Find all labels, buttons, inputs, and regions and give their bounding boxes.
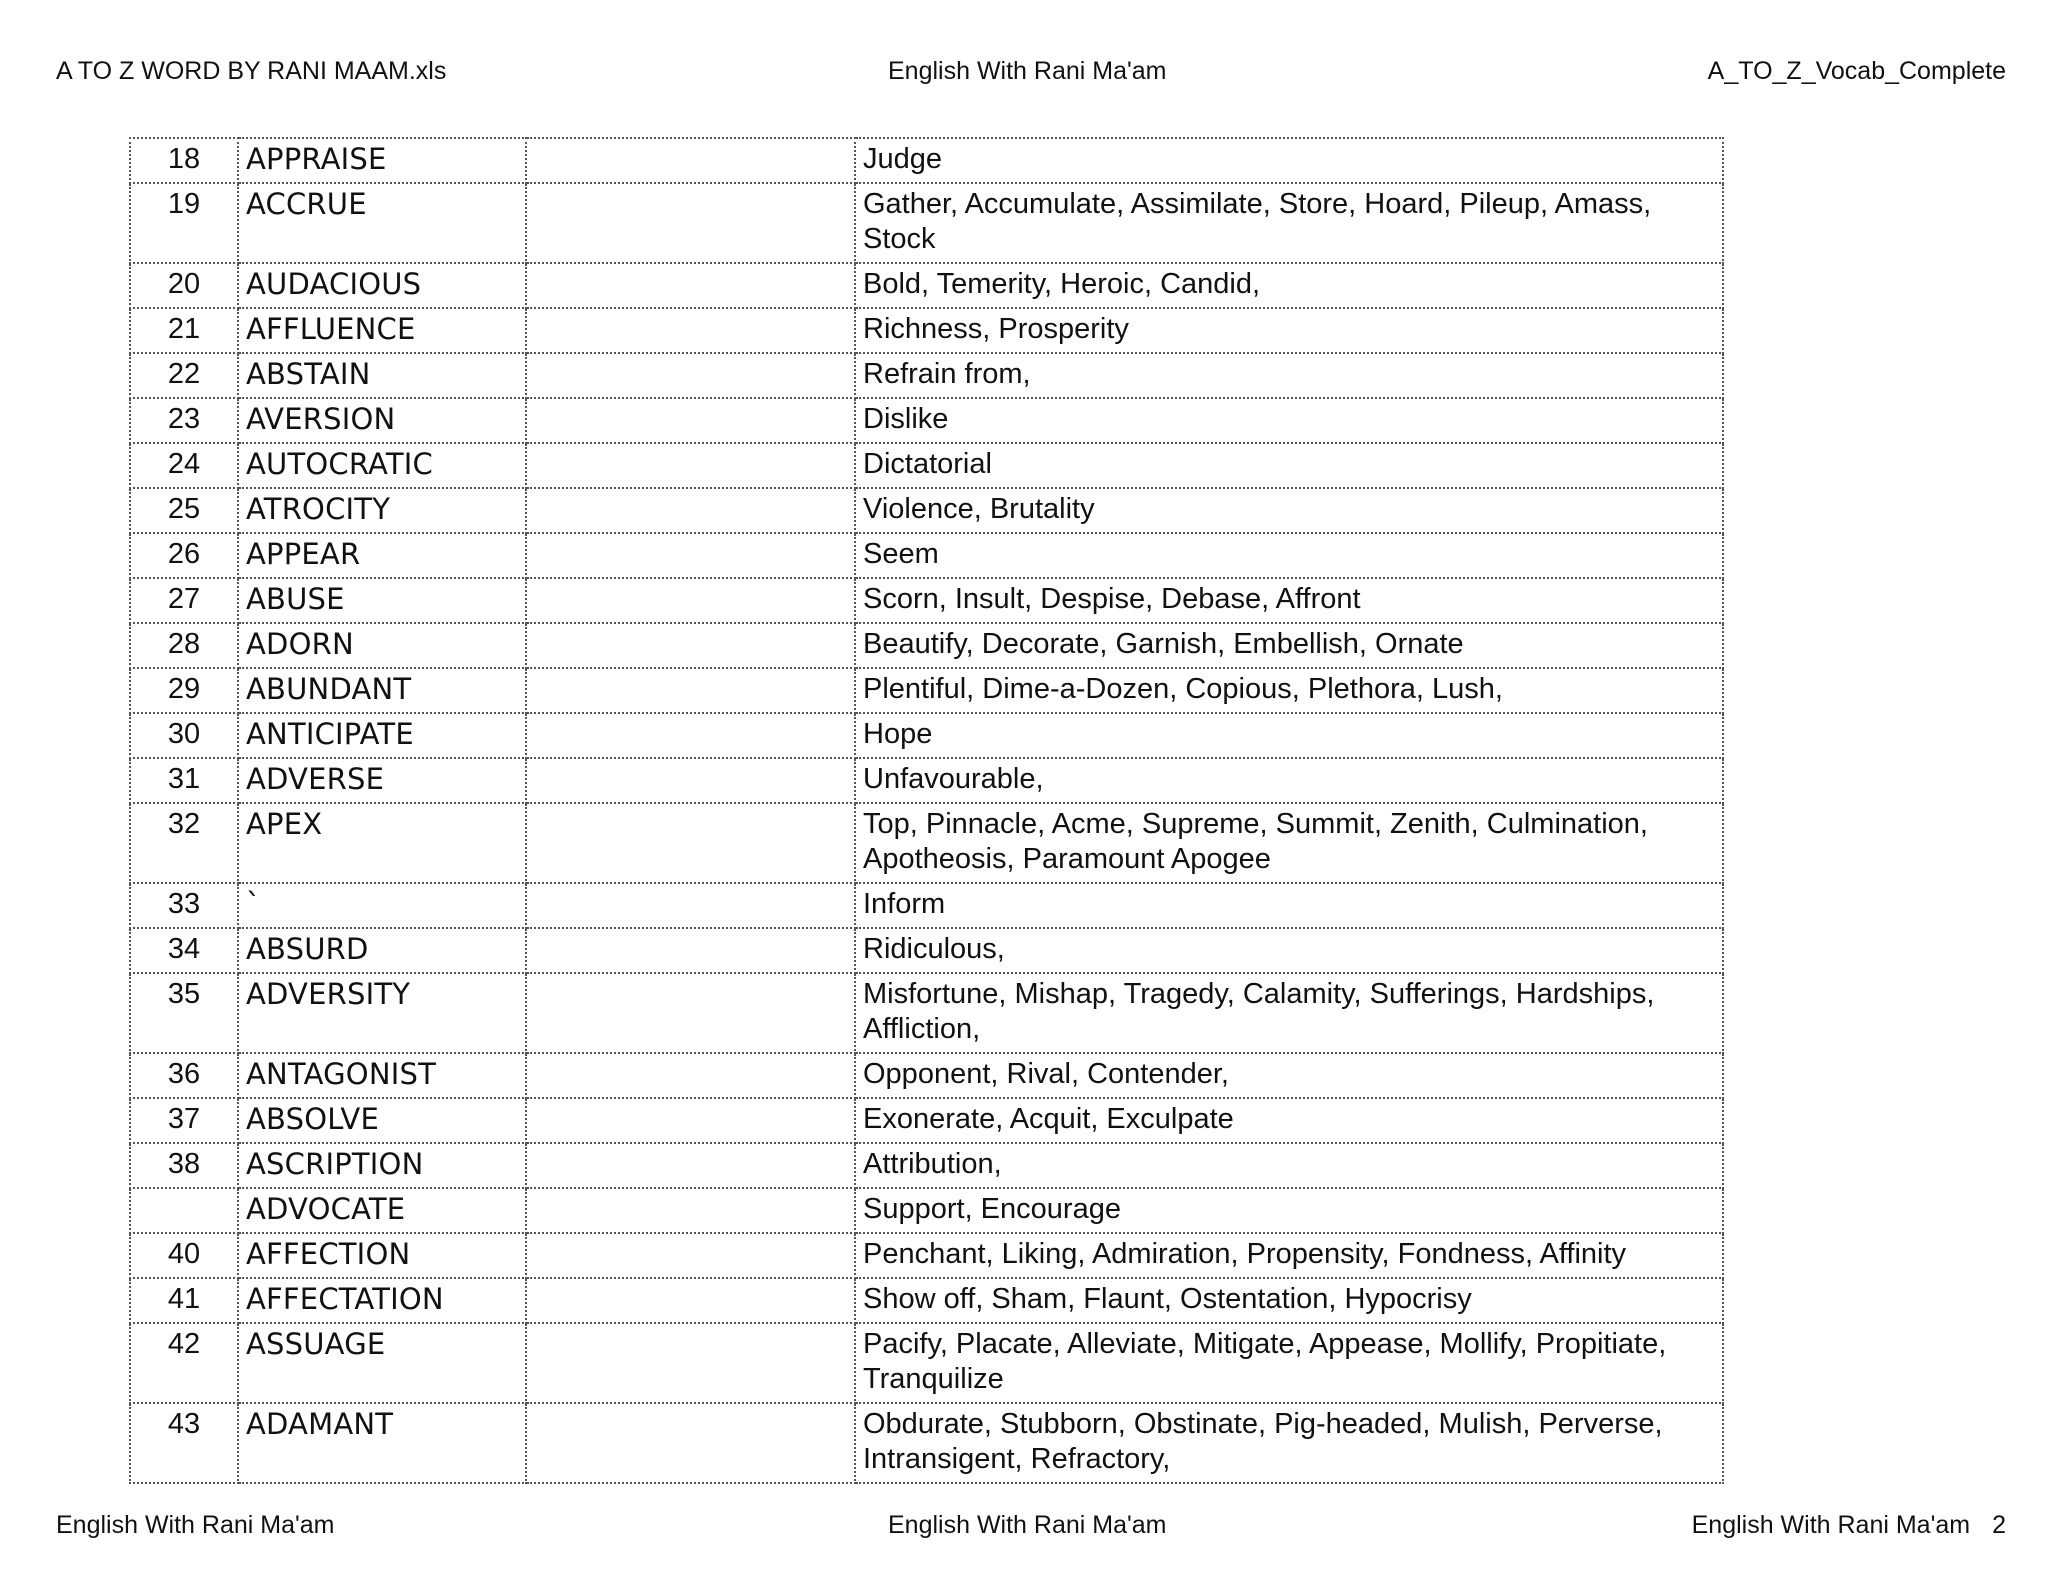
cell-empty: [526, 928, 855, 973]
cell-serial-number: 40: [130, 1233, 238, 1278]
cell-meaning: Inform: [855, 883, 1723, 928]
header-title: English With Rani Ma'am: [888, 57, 1167, 85]
cell-empty: [526, 533, 855, 578]
header-filename: A TO Z WORD BY RANI MAAM.xls: [56, 57, 447, 85]
table-row: [130, 1053, 1723, 1098]
cell-word: ADVOCATE: [238, 1188, 526, 1233]
cell-meaning: Richness, Prosperity: [855, 308, 1723, 353]
cell-word: ABSOLVE: [238, 1098, 526, 1143]
cell-serial-number: 31: [130, 758, 238, 803]
cell-serial-number: 37: [130, 1098, 238, 1143]
cell-word: `: [238, 883, 526, 928]
cell-serial-number: 26: [130, 533, 238, 578]
cell-empty: [526, 1278, 855, 1323]
cell-serial-number: 30: [130, 713, 238, 758]
cell-serial-number: 28: [130, 623, 238, 668]
cell-empty: [526, 1188, 855, 1233]
cell-meaning: Exonerate, Acquit, Exculpate: [855, 1098, 1723, 1143]
table-row: [130, 138, 1723, 183]
cell-empty: [526, 1233, 855, 1278]
page-number: 2: [1992, 1511, 2006, 1539]
cell-serial-number: 24: [130, 443, 238, 488]
cell-word: AFFECTION: [238, 1233, 526, 1278]
cell-empty: [526, 308, 855, 353]
cell-word: ANTICIPATE: [238, 713, 526, 758]
cell-empty: [526, 1403, 855, 1483]
cell-word: ATROCITY: [238, 488, 526, 533]
footer-right: [1692, 1510, 2006, 1540]
cell-meaning: Ridiculous,: [855, 928, 1723, 973]
cell-meaning: Obdurate, Stubborn, Obstinate, Pig-headed, Mulish, Perverse, Intransigent, Refractory,: [855, 1403, 1723, 1483]
cell-empty: [526, 623, 855, 668]
table-row: [130, 928, 1723, 973]
footer-right-text: English With Rani Ma'am: [1691, 1511, 1971, 1539]
cell-serial-number: 43: [130, 1403, 238, 1483]
header-sheet-name: A_TO_Z_Vocab_Complete: [1707, 57, 2006, 85]
cell-serial-number: 22: [130, 353, 238, 398]
cell-empty: [526, 353, 855, 398]
table-row: [130, 353, 1723, 398]
cell-word: ADVERSE: [238, 758, 526, 803]
cell-word: ADORN: [238, 623, 526, 668]
cell-word: AVERSION: [238, 398, 526, 443]
table-row: [130, 1188, 1723, 1233]
cell-empty: [526, 263, 855, 308]
table-row: [130, 488, 1723, 533]
table-row: [130, 758, 1723, 803]
table-row: [130, 1403, 1723, 1483]
table-row: [130, 623, 1723, 668]
cell-empty: [526, 578, 855, 623]
table-row: [130, 668, 1723, 713]
cell-meaning: Violence, Brutality: [855, 488, 1723, 533]
cell-meaning: Bold, Temerity, Heroic, Candid,: [855, 263, 1723, 308]
vocab-table: [129, 137, 1724, 1484]
cell-meaning: Judge: [855, 138, 1723, 183]
footer-center-text: English With Rani Ma'am: [888, 1511, 1167, 1539]
cell-serial-number: 19: [130, 183, 238, 263]
cell-serial-number: 34: [130, 928, 238, 973]
cell-word: AFFECTATION: [238, 1278, 526, 1323]
cell-serial-number: 42: [130, 1323, 238, 1403]
table-row: [130, 973, 1723, 1053]
cell-meaning: Seem: [855, 533, 1723, 578]
cell-meaning: Penchant, Liking, Admiration, Propensity, Fondness, Affinity: [855, 1233, 1723, 1278]
table-row: [130, 263, 1723, 308]
table-row: [130, 803, 1723, 883]
cell-meaning: Dictatorial: [855, 443, 1723, 488]
cell-serial-number: 36: [130, 1053, 238, 1098]
table-row: [130, 398, 1723, 443]
cell-empty: [526, 398, 855, 443]
cell-serial-number: 29: [130, 668, 238, 713]
cell-meaning: Beautify, Decorate, Garnish, Embellish, Ornate: [855, 623, 1723, 668]
cell-empty: [526, 713, 855, 758]
cell-meaning: Support, Encourage: [855, 1188, 1723, 1233]
cell-serial-number: 41: [130, 1278, 238, 1323]
footer-left-text: English With Rani Ma'am: [56, 1511, 335, 1539]
cell-word: ASSUAGE: [238, 1323, 526, 1403]
cell-serial-number: 20: [130, 263, 238, 308]
cell-empty: [526, 803, 855, 883]
cell-empty: [526, 883, 855, 928]
cell-serial-number: 33: [130, 883, 238, 928]
cell-serial-number: 23: [130, 398, 238, 443]
cell-meaning: Refrain from,: [855, 353, 1723, 398]
cell-empty: [526, 1143, 855, 1188]
cell-empty: [526, 138, 855, 183]
table-row: [130, 1143, 1723, 1188]
cell-serial-number: 27: [130, 578, 238, 623]
cell-serial-number: 18: [130, 138, 238, 183]
cell-meaning: Opponent, Rival, Contender,: [855, 1053, 1723, 1098]
cell-empty: [526, 1053, 855, 1098]
cell-serial-number: 35: [130, 973, 238, 1053]
cell-word: ASCRIPTION: [238, 1143, 526, 1188]
cell-meaning: Gather, Accumulate, Assimilate, Store, Hoard, Pileup, Amass, Stock: [855, 183, 1723, 263]
cell-word: ABSTAIN: [238, 353, 526, 398]
table-row: [130, 1323, 1723, 1403]
cell-empty: [526, 758, 855, 803]
vocab-table-body: [130, 138, 1723, 1483]
cell-empty: [526, 668, 855, 713]
cell-word: AUTOCRATIC: [238, 443, 526, 488]
cell-empty: [526, 973, 855, 1053]
cell-serial-number: [130, 1188, 238, 1233]
cell-meaning: Show off, Sham, Flaunt, Ostentation, Hypocrisy: [855, 1278, 1723, 1323]
cell-empty: [526, 488, 855, 533]
cell-meaning: Hope: [855, 713, 1723, 758]
cell-meaning: Attribution,: [855, 1143, 1723, 1188]
cell-empty: [526, 1098, 855, 1143]
table-row: [130, 883, 1723, 928]
cell-meaning: Scorn, Insult, Despise, Debase, Affront: [855, 578, 1723, 623]
cell-meaning: Pacify, Placate, Alleviate, Mitigate, Appease, Mollify, Propitiate, Tranquilize: [855, 1323, 1723, 1403]
table-row: [130, 533, 1723, 578]
table-row: [130, 713, 1723, 758]
cell-serial-number: 25: [130, 488, 238, 533]
table-row: [130, 1278, 1723, 1323]
cell-word: AUDACIOUS: [238, 263, 526, 308]
cell-meaning: Top, Pinnacle, Acme, Supreme, Summit, Zenith, Culmination, Apotheosis, Paramount Apogee: [855, 803, 1723, 883]
cell-word: ABSURD: [238, 928, 526, 973]
cell-word: ADAMANT: [238, 1403, 526, 1483]
cell-serial-number: 21: [130, 308, 238, 353]
table-row: [130, 183, 1723, 263]
cell-word: ADVERSITY: [238, 973, 526, 1053]
cell-meaning: Misfortune, Mishap, Tragedy, Calamity, Sufferings, Hardships, Affliction,: [855, 973, 1723, 1053]
cell-word: APPRAISE: [238, 138, 526, 183]
cell-word: APEX: [238, 803, 526, 883]
cell-word: ACCRUE: [238, 183, 526, 263]
cell-word: ABUNDANT: [238, 668, 526, 713]
cell-empty: [526, 443, 855, 488]
cell-word: ABUSE: [238, 578, 526, 623]
cell-word: ANTAGONIST: [238, 1053, 526, 1098]
table-row: [130, 443, 1723, 488]
cell-meaning: Unfavourable,: [855, 758, 1723, 803]
table-row: [130, 1098, 1723, 1143]
cell-empty: [526, 1323, 855, 1403]
cell-word: APPEAR: [238, 533, 526, 578]
table-row: [130, 308, 1723, 353]
table-row: [130, 1233, 1723, 1278]
cell-serial-number: 32: [130, 803, 238, 883]
cell-serial-number: 38: [130, 1143, 238, 1188]
cell-empty: [526, 183, 855, 263]
cell-word: AFFLUENCE: [238, 308, 526, 353]
cell-meaning: Dislike: [855, 398, 1723, 443]
table-row: [130, 578, 1723, 623]
cell-meaning: Plentiful, Dime-a-Dozen, Copious, Plethora, Lush,: [855, 668, 1723, 713]
